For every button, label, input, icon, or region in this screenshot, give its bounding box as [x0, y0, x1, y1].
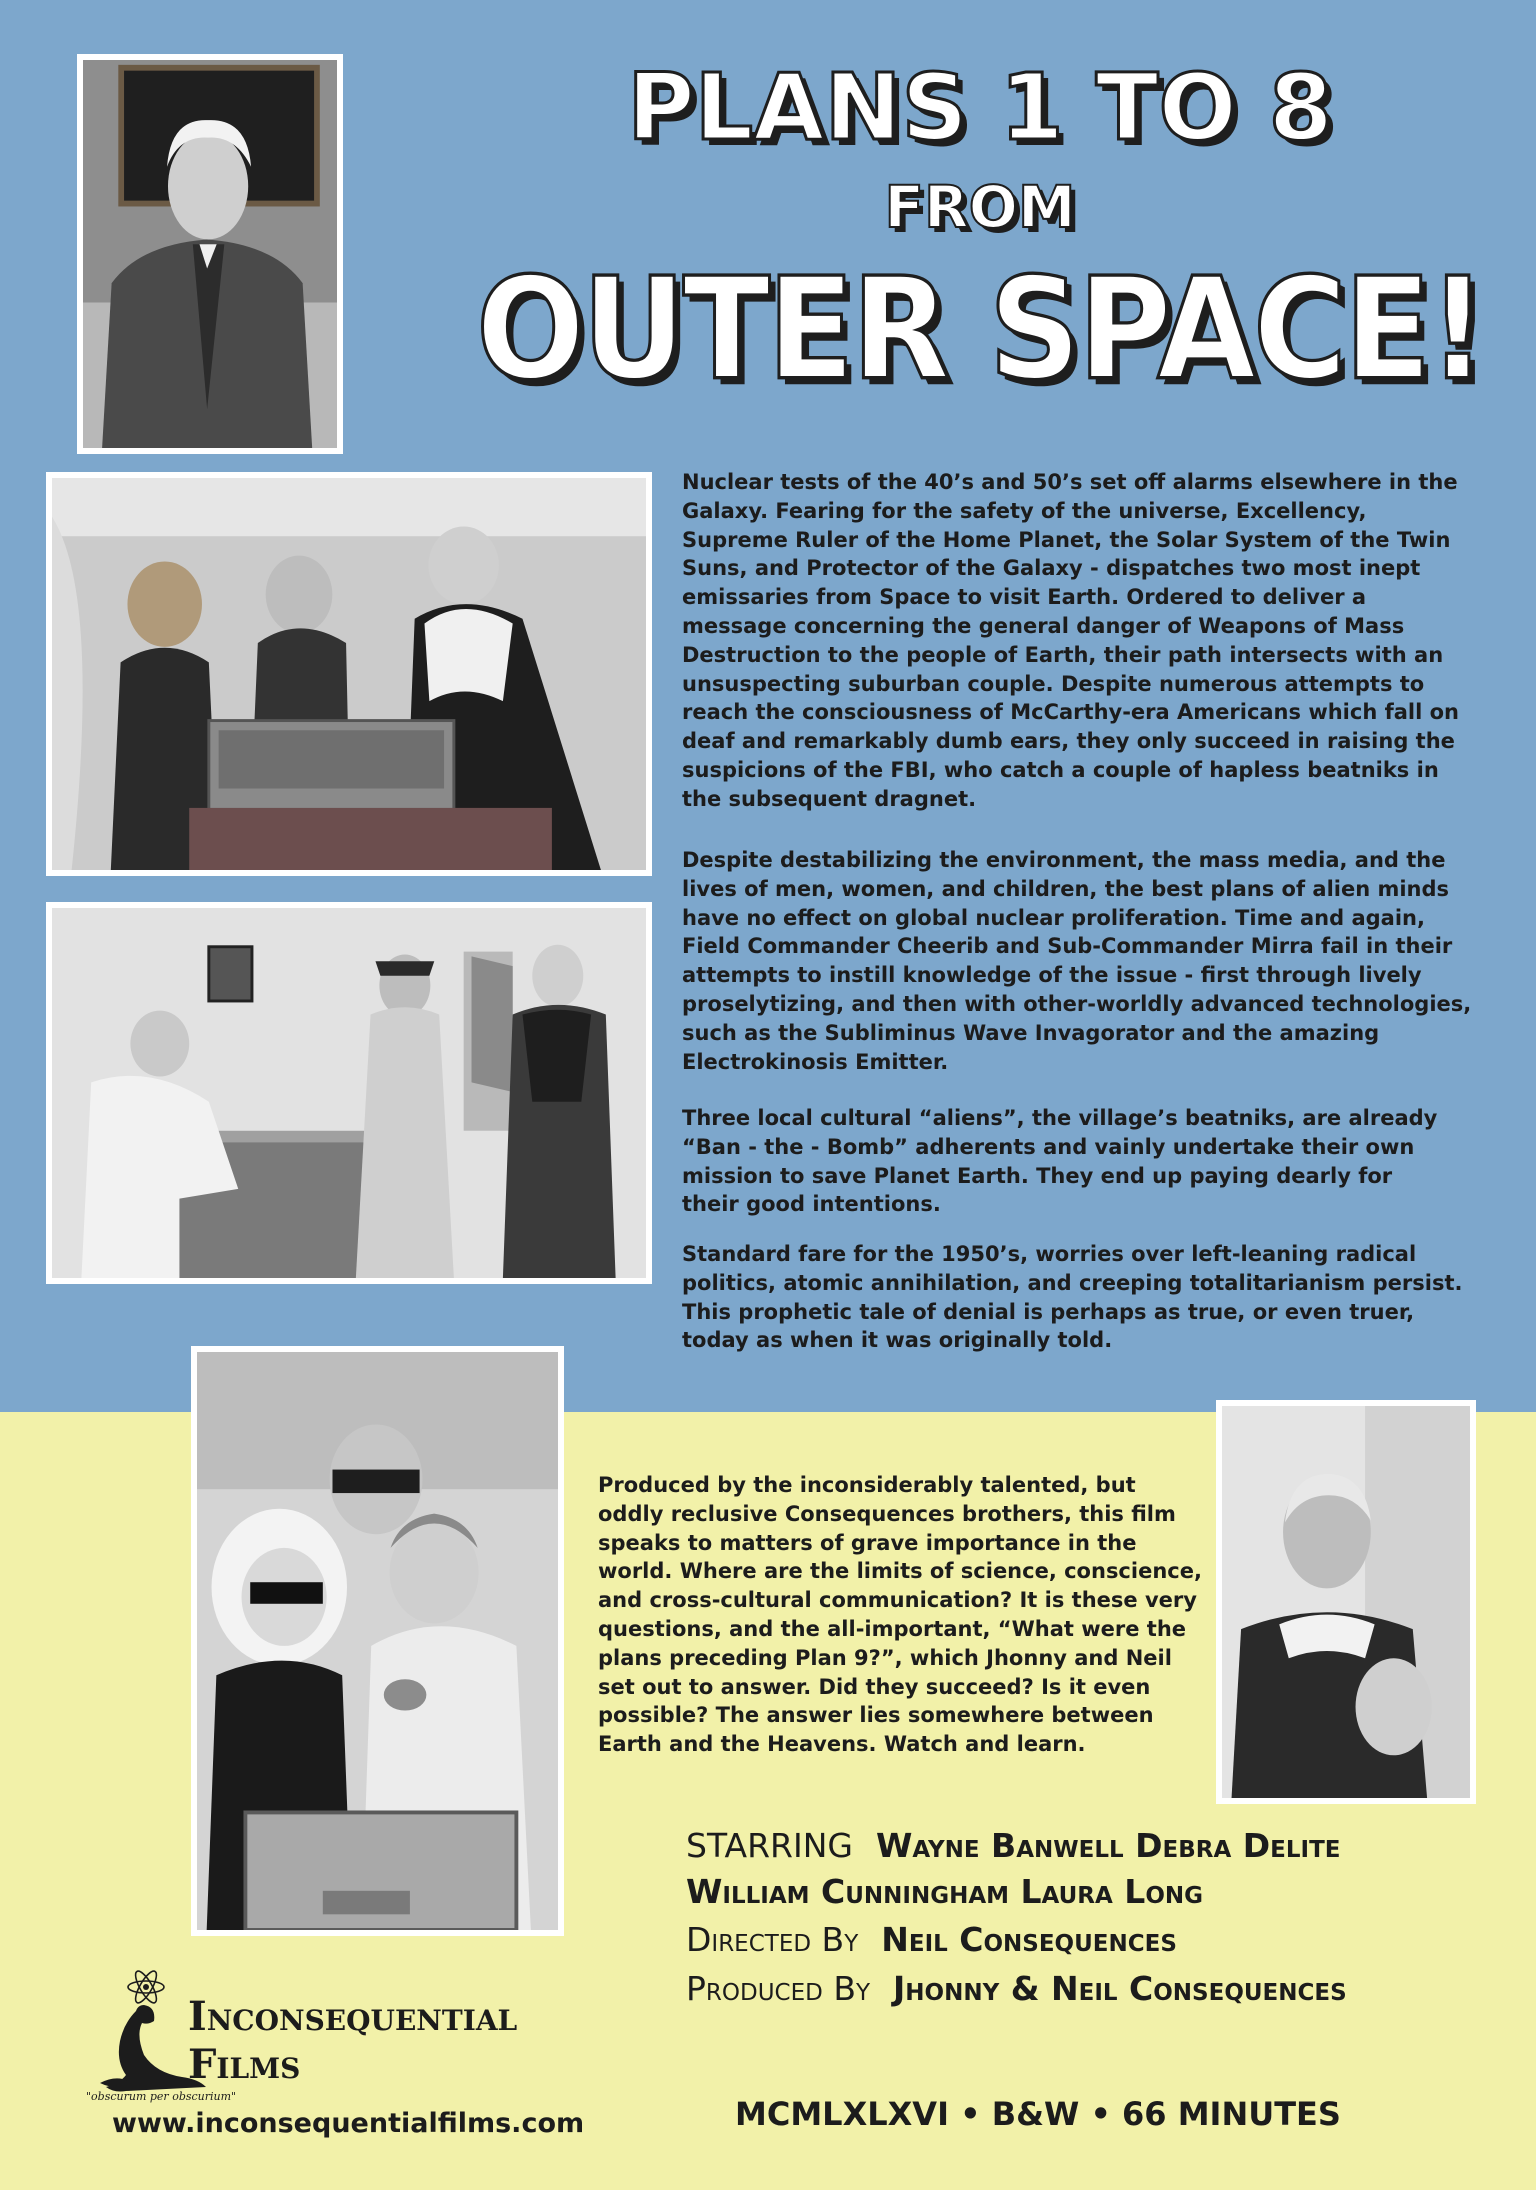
director-name: Neil Consequences	[881, 1920, 1177, 1959]
credit-directed	[686, 1920, 1177, 1959]
website-url[interactable]: www.inconsequentialfilms.com	[112, 2108, 585, 2139]
starring-names-2: William Cunningham Laura Long	[686, 1872, 1204, 1911]
studio-name-line-1: Inconsequential	[188, 1993, 518, 2040]
title-line-1: PLANS 1 TO 8	[627, 54, 1333, 161]
photo-commander	[1216, 1400, 1476, 1804]
photo-beatniks	[191, 1346, 564, 1936]
title-line-2: FROM	[884, 173, 1076, 241]
photo-office-scene	[46, 902, 652, 1284]
synopsis-paragraph-3: Three local cultural “aliens”, the village’s beatniks, are already “Ban - the - Bomb” adherents and vainly undertake their own mission to save Planet Earth. They end up paying dearly for their good intentions.	[682, 1106, 1438, 1217]
produced-label: Produced By	[686, 1969, 871, 2008]
starring-names-1: Wayne Banwell Debra Delite	[875, 1826, 1341, 1865]
synopsis-paragraph-1: Nuclear tests of the 40’s and 50’s set off alarms elsewhere in the Galaxy. Fearing for the safety of the universe, Excellency, Supreme Ruler of the Home Planet, the Solar System of the Twin Suns, and Protector of the Galaxy - dispatches two most inept emissaries from Space to visit Earth. Ordered to deliver a message concerning the general danger of Weapons of Mass Destruction to the people of Earth, their path intersects with an unsuspecting suburban couple. Despite numerous attempts to reach the consciousness of McCarthy-era Americans which fall on deaf and remarkably dumb ears, they only succeed in raising the suspicions of the FBI, who catch a couple of hapless beatniks in the subsequent dragnet.	[682, 470, 1459, 811]
credit-starring-line-2	[686, 1872, 1203, 1911]
synopsis-paragraph-2: Despite destabilizing the environment, the mass media, and the lives of men, women, and children, the best plans of alien minds have no effect on global nuclear proliferation. Time and again, Field Commander Cheerib and Sub-Commander Mirra fail in their attempts to instill knowledge of the issue - first through lively proselytizing, and then with other-worldly advanced technologies, such as the Subliminus Wave Invagorator and the amazing Electrokinosis Emitter.	[682, 848, 1472, 1074]
producer-names: Jhonny & Neil Consequences	[893, 1969, 1347, 2008]
directed-label: Directed By	[686, 1920, 859, 1959]
producers-blurb: Produced by the inconsiderably talented, but oddly reclusive Consequences brothers, this film speaks to matters of grave importance in the world. Where are the limits of science, conscience, and cross-cultural communication? It is these very questions, and the all-important, “What were the plans preceding Plan 9?”, which Jhonny and Neil set out to answer. Did they succeed? Is it even possible? The answer lies somewhere between Earth and the Heavens. Watch and learn.	[598, 1473, 1202, 1757]
synopsis-paragraph-4: Standard fare for the 1950’s, worries over left-leaning radical politics, atomic annihilation, and creeping totalitarianism persist. This prophetic tale of denial is perhaps as true, or even truer, today as when it was originally told.	[682, 1242, 1463, 1353]
film-specs: MCMLXLXVI • B&W • 66 MINUTES	[735, 2095, 1341, 2133]
credit-produced	[686, 1969, 1347, 2008]
credit-starring-line-1	[686, 1826, 1341, 1865]
starring-label: STARRING	[686, 1826, 853, 1865]
photo-professor	[77, 54, 343, 454]
studio-logo	[86, 1965, 626, 2115]
title-line-3: OUTER SPACE!	[476, 247, 1484, 412]
studio-name-line-2: Films	[188, 2041, 301, 2088]
photo-aliens-briefcase	[46, 472, 652, 876]
studio-motto: "obscurum per obscurium"	[86, 2090, 237, 2103]
